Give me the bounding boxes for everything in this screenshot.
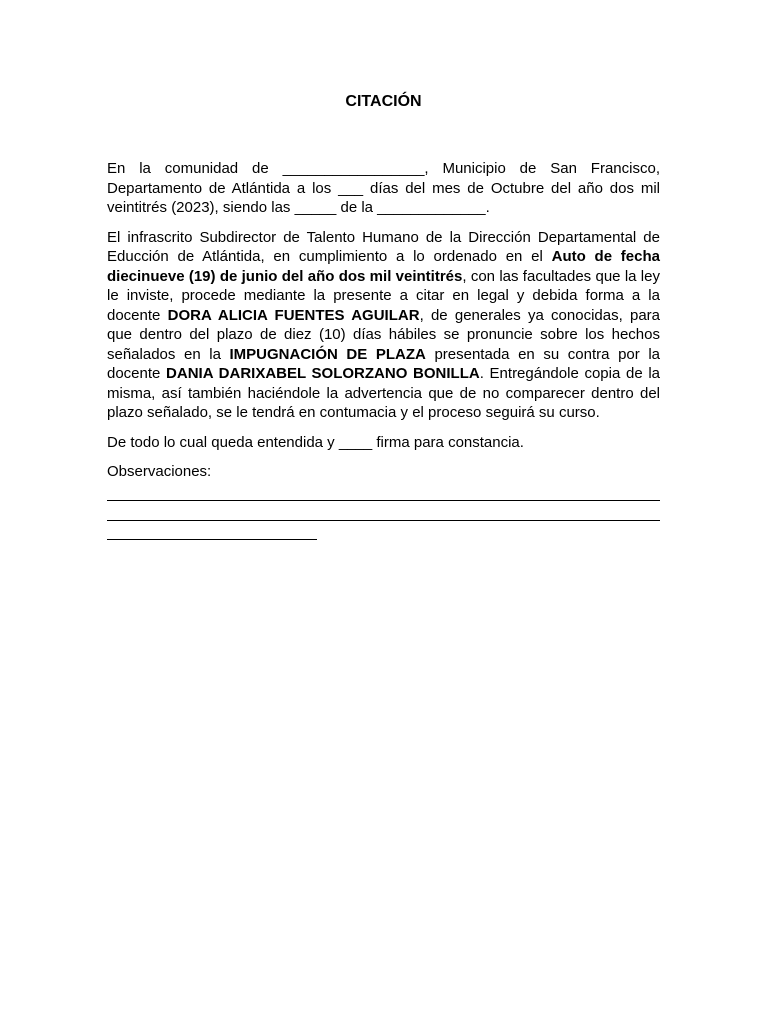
body-text-1: El infrascrito Subdirector de Talento Humano de la Dirección Departamental de Educción de Atlántida, en cumplimiento a lo ordenado en el — [107, 228, 660, 265]
observations-line — [107, 482, 660, 502]
paragraph-location-date — [107, 159, 660, 218]
paragraph-location-date-text: En la comunidad de _________________, Municipio de San Francisco, Departamento de Atlántida a los ___ días del mes de Octubre del año dos mil veintitrés (2023), siendo las _____ de la _____________. — [107, 160, 660, 216]
body-text-2: , con las facultades que la ley le inviste, procede mediante la presente a citar en legal y debida forma a la docente — [107, 267, 660, 324]
observations-label: Observaciones: — [107, 463, 212, 480]
paragraph-citation-body — [107, 228, 660, 423]
body-text-4: presentada en su contra por la docente — [107, 345, 661, 382]
observations-line — [107, 521, 317, 541]
body-bold-impugnation: IMPUGNACIÓN DE PLAZA — [229, 345, 426, 363]
document-page — [107, 88, 660, 540]
observations-line — [107, 501, 660, 521]
body-bold-cited-teacher: DORA ALICIA FUENTES AGUILAR — [167, 306, 420, 324]
body-text-5: . Entregándole copia de la misma, así también haciéndole la advertencia que de no comparecer dentro del plazo señalado, se le tendrá en contumacia y el proceso seguirá su curso. — [107, 365, 661, 421]
body-bold-complainant: DANIA DARIXABEL SOLORZANO BONILLA — [166, 365, 480, 382]
paragraph-signature-note: De todo lo cual queda entendida y ____ firma para constancia. — [107, 433, 524, 451]
body-text-3: , de generales ya conocidas, para que dentro del plazo de diez (10) días hábiles se pronuncie sobre los hechos señalados en la — [107, 306, 660, 363]
document-title: CITACIÓN — [345, 93, 422, 110]
body-bold-auto: Auto de fecha diecinueve (19) de junio del año dos mil veintitrés — [107, 248, 660, 285]
